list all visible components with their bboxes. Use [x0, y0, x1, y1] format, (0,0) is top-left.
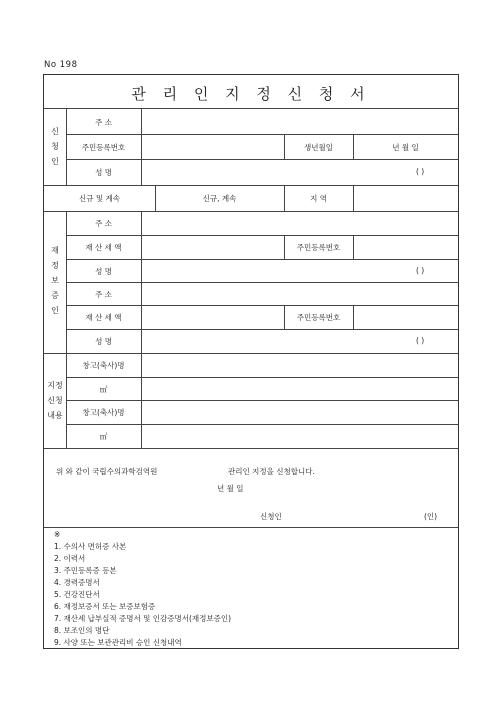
attachments-header: ※ [54, 530, 61, 539]
area2-unit: ㎡ [99, 432, 108, 441]
region-label: 지 역 [310, 194, 327, 203]
attachment-item: 6. 재정보증서 또는 보증보험증 [54, 602, 156, 611]
guarantor2-name-paren: ( ) [416, 336, 425, 345]
applicant-section-label: 신 청 인 [51, 127, 59, 166]
applicant-name-label: 성 명 [95, 168, 112, 177]
attachment-item: 8. 보조인의 명단 [54, 626, 110, 635]
attachment-item: 9. 사양 또는 보관관리비 승인 신청내역 [54, 638, 182, 647]
attachment-item: 7. 재산세 납부실적 증명서 및 인감증명서(재정보증인) [54, 614, 232, 623]
warehouse1-label: 창고(축사)명 [82, 361, 125, 370]
attachment-item: 1. 수의사 면허증 사본 [54, 542, 127, 551]
guarantor1-id-label: 주민등록번호 [296, 243, 341, 252]
guarantor1-name-paren: ( ) [416, 266, 425, 275]
guarantor-section-label: 재 정 보 증 인 [51, 246, 59, 315]
signer-label: 신청인 [260, 512, 282, 521]
guarantor1-address-label: 주 소 [95, 219, 112, 228]
declaration-date[interactable]: 년 월 일 [217, 484, 244, 493]
document-number: No 198 [44, 60, 78, 70]
attachment-item: 2. 이력서 [54, 554, 86, 563]
type-value[interactable]: 신규, 계속 [202, 194, 237, 203]
applicant-name-paren: ( ) [416, 167, 425, 176]
guarantor2-name-label: 성 명 [95, 337, 112, 346]
guarantor2-id-label: 주민등록번호 [296, 313, 341, 322]
guarantor2-property-label: 재 산 세 액 [85, 313, 122, 322]
guarantor1-property-label: 재 산 세 액 [85, 243, 122, 252]
type-label: 신규 및 계속 [79, 194, 120, 203]
area1-unit: ㎡ [99, 385, 108, 394]
guarantor2-address-label: 주 소 [95, 290, 112, 299]
form-title: 관 리 인 지 정 신 청 서 [131, 85, 371, 103]
attachment-item: 3. 주민등록증 등본 [54, 566, 117, 575]
seal-mark: (인) [424, 512, 438, 521]
birth-date-field[interactable]: 년 월 일 [392, 143, 419, 152]
attachment-item: 5. 건강진단서 [54, 590, 100, 599]
application-form [43, 74, 459, 649]
declaration-text-left: 위 와 같이 국립수의과학검역원 [56, 467, 158, 476]
guarantor1-name-label: 성 명 [95, 267, 112, 276]
declaration-text-right: 관리인 지정을 신청합니다. [228, 467, 315, 476]
applicant-id-label: 주민등록번호 [81, 143, 126, 152]
content-section-label: 지정 신청 내용 [47, 381, 63, 420]
birth-date-label: 생년월일 [304, 143, 333, 152]
warehouse2-label: 창고(축사)명 [82, 408, 125, 417]
applicant-address-label: 주 소 [95, 118, 112, 127]
attachment-item: 4. 경력증명서 [54, 578, 100, 587]
